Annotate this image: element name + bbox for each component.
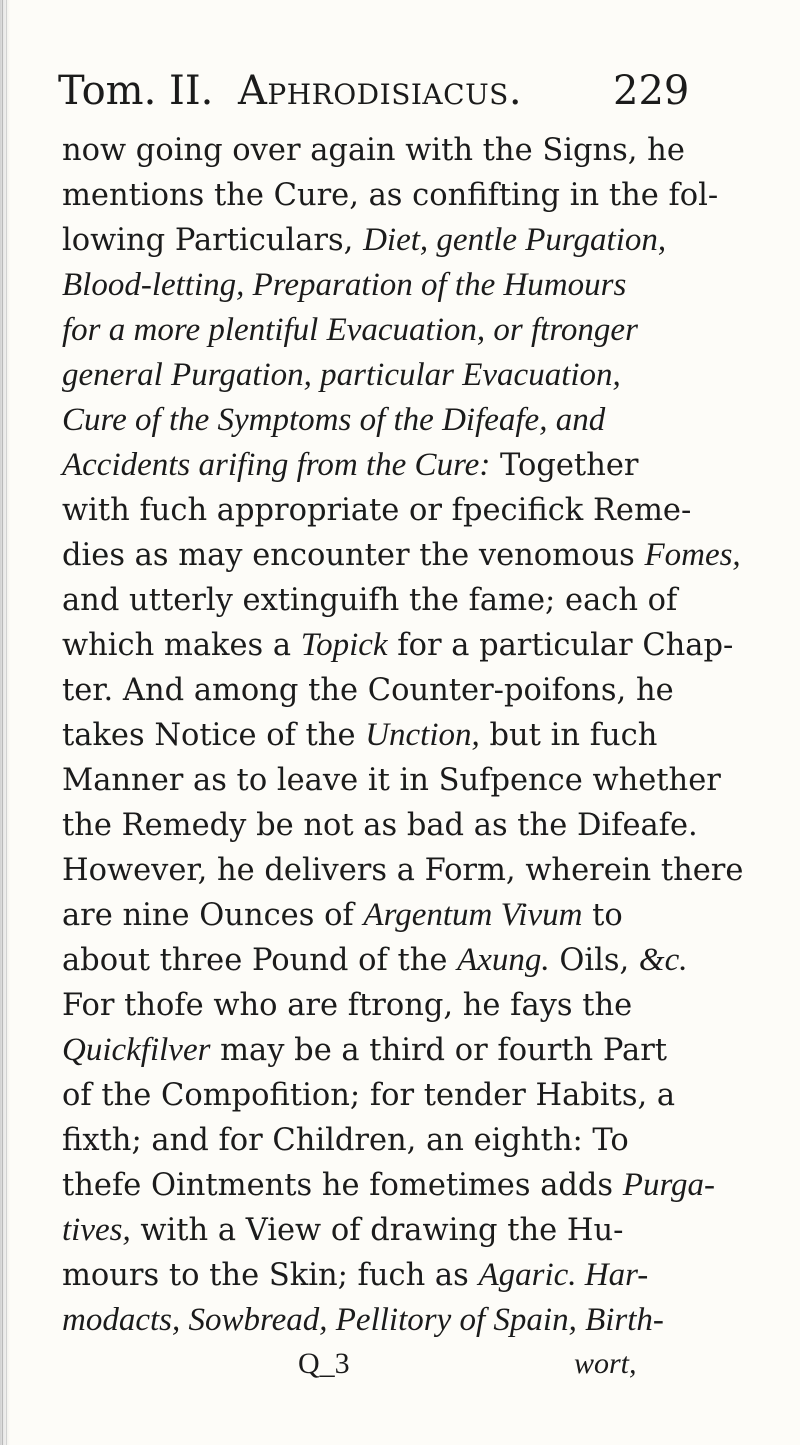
roman-text: Oils,	[549, 943, 639, 978]
roman-text: now going over again with the Signs, he	[62, 133, 685, 168]
text-line	[62, 848, 762, 893]
italic-text: Fomes,	[644, 537, 741, 573]
roman-text: takes Notice of the	[62, 718, 366, 753]
roman-text: fixth; and for Children, an eighth: To	[62, 1123, 629, 1158]
page-number: 229	[613, 68, 690, 114]
italic-text: Quickfilver	[62, 1032, 211, 1068]
roman-text: but in fuch	[479, 718, 658, 753]
italic-text: Axung.	[457, 942, 550, 978]
italic-text: Agaric. Har-	[478, 1257, 649, 1293]
italic-text: Purga-	[622, 1167, 716, 1203]
text-line	[62, 128, 762, 173]
text-line	[62, 578, 762, 623]
roman-text: about three Pound of the	[62, 943, 458, 978]
text-line	[62, 218, 762, 263]
gutter-edge-line	[2, 0, 3, 1445]
tome-label: Tom. II.	[58, 68, 214, 114]
text-line	[62, 263, 762, 308]
text-line	[62, 398, 762, 443]
running-title: Aphrodisiacus.	[238, 68, 523, 114]
roman-text: with fuch appropriate or fpecifick Reme-	[62, 493, 692, 528]
roman-text: mentions the Cure, as confifting in the fol-	[62, 178, 719, 213]
roman-text: to	[582, 898, 623, 933]
text-line	[62, 1163, 762, 1208]
italic-text: Accidents arifing from the Cure:	[62, 447, 491, 483]
text-line	[62, 1298, 762, 1343]
roman-text: the Remedy be not as bad as the Difeafe.	[62, 808, 698, 843]
text-line	[62, 758, 762, 803]
text-line	[62, 1208, 762, 1253]
roman-text: for a particular Chap-	[387, 628, 734, 663]
text-line	[62, 623, 762, 668]
roman-text: and utterly extinguifh the fame; each of	[62, 583, 678, 618]
italic-text: for a more plentiful Evacuation, or ftronger	[62, 312, 638, 348]
text-line	[62, 1073, 762, 1118]
roman-text: which makes a	[62, 628, 301, 663]
italic-text: modacts, Sowbread, Pellitory of Spain, Birth-	[62, 1302, 664, 1338]
italic-text: Blood-letting, Preparation of the Humours	[62, 267, 627, 303]
gutter-edge-line	[6, 0, 7, 1445]
catchword: wort,	[574, 1347, 637, 1380]
text-line	[62, 713, 762, 758]
text-line	[62, 173, 762, 218]
italic-text: Topick	[300, 627, 388, 663]
roman-text: Manner as to leave it in Sufpence whether	[62, 763, 721, 798]
italic-text: Unction,	[365, 717, 480, 753]
text-line	[62, 938, 762, 983]
roman-text: For thofe who are ftrong, he fays the	[62, 988, 633, 1023]
roman-text: However, he delivers a Form, wherein there	[62, 853, 744, 888]
text-line	[62, 353, 762, 398]
roman-text: thefe Ointments he fometimes adds	[62, 1168, 623, 1203]
roman-text: ter. And among the Counter-poifons, he	[62, 673, 674, 708]
roman-text: of the Compofition; for tender Habits, a	[62, 1078, 676, 1113]
roman-text: Together	[490, 448, 639, 483]
italic-text: Diet, gentle Purgation,	[363, 222, 667, 258]
roman-text: may be a third or fourth Part	[210, 1033, 668, 1068]
text-line	[62, 668, 762, 713]
italic-text: Cure of the Symptoms of the Difeafe, and	[62, 402, 606, 438]
roman-text: dies as may encounter the venomous	[62, 538, 645, 573]
italic-text: general Purgation, particular Evacuation,	[62, 357, 621, 393]
roman-text: are nine Ounces of	[62, 898, 364, 933]
body-text	[62, 128, 762, 1343]
text-line	[62, 1118, 762, 1163]
roman-text: with a View of drawing the Hu-	[130, 1213, 624, 1248]
text-line	[62, 983, 762, 1028]
text-line	[62, 1028, 762, 1073]
text-line	[62, 1253, 762, 1298]
text-line	[62, 443, 762, 488]
text-line	[62, 533, 762, 578]
roman-text: lowing Particulars,	[62, 223, 364, 258]
text-line	[62, 803, 762, 848]
text-line	[62, 893, 762, 938]
italic-text: tives,	[62, 1212, 131, 1248]
italic-text: &c.	[638, 942, 688, 978]
running-header	[0, 68, 800, 128]
italic-text: Argentum Vivum	[363, 897, 583, 933]
roman-text: mours to the Skin; fuch as	[62, 1258, 479, 1293]
signature-mark: Q_3	[298, 1347, 350, 1380]
text-line	[62, 308, 762, 353]
text-line	[62, 488, 762, 533]
